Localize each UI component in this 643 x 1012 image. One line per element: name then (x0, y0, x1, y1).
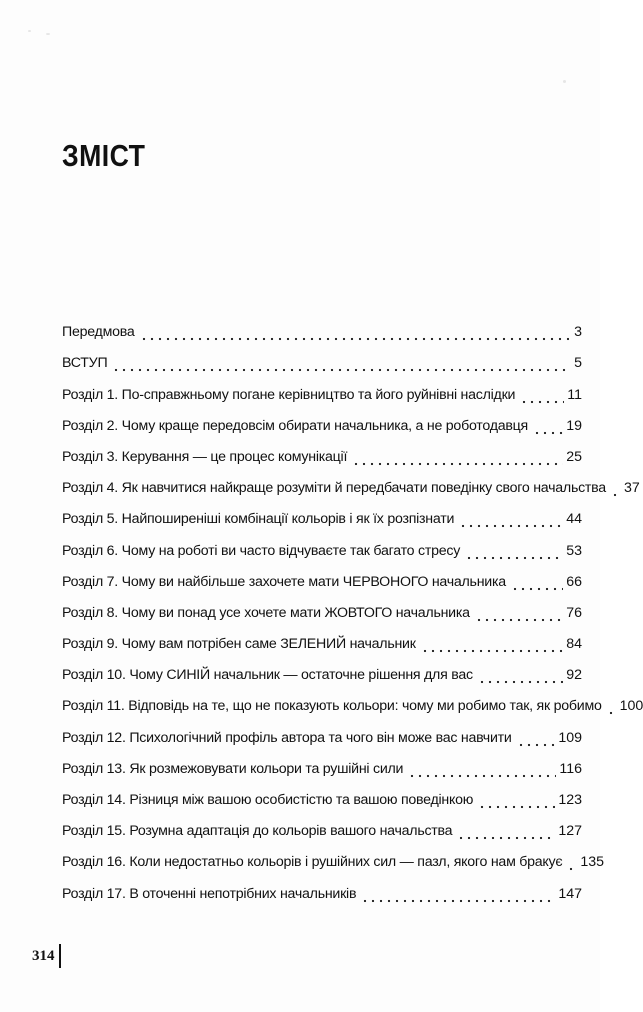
toc-entry-title: Розділ 16. Коли недостатньо кольорів і рушійних сил — пазл, якого нам бракує (62, 854, 563, 871)
toc-dot-leader (607, 696, 617, 716)
toc-entry-page: 44 (566, 511, 582, 528)
toc-entry-page: 11 (567, 386, 582, 403)
toc-entry-title: Розділ 3. Керування — це процес комунікації (62, 448, 348, 465)
toc-entry (62, 623, 582, 654)
toc-entry-title: Розділ 7. Чому ви найбільше захочете мати ЧЕРВОНОГО начальника (62, 573, 506, 590)
toc-entry-page: 25 (566, 448, 582, 465)
toc-entry-title: Розділ 9. Чому вам потрібен саме ЗЕЛЕНИЙ начальник (62, 636, 416, 653)
toc-entry (62, 872, 582, 903)
toc-entry-page: 116 (559, 760, 582, 777)
toc-entry-title: Розділ 8. Чому ви понад усе хочете мати ЖОВТОГО начальника (62, 604, 470, 621)
toc-entry-title: Розділ 6. Чому на роботі ви часто відчуваєте так багато стресу (62, 542, 461, 559)
toc-entry-page: 127 (558, 823, 582, 840)
toc-dot-leader (361, 884, 555, 904)
toc-entry-title: Розділ 5. Найпоширеніші комбінації кольорів і як їх розпізнати (62, 511, 455, 528)
toc-dot-leader (465, 541, 563, 561)
toc-entry (62, 716, 582, 747)
toc-entry-page: 53 (566, 542, 582, 559)
toc-entry (62, 498, 582, 529)
toc-entry-title: Передмова (62, 324, 135, 341)
toc-entry-page: 84 (566, 636, 582, 653)
toc-entry-page: 3 (574, 324, 582, 341)
toc-entry-page: 100 (619, 698, 643, 715)
toc-entry-page: 109 (558, 729, 582, 746)
toc-entry-title: ВСТУП (62, 355, 108, 372)
toc-entry (62, 685, 643, 716)
toc-dot-leader (112, 353, 569, 373)
toc-entry-page: 19 (566, 417, 582, 434)
toc-entry-title: Розділ 12. Психологічний профіль автора та чого він може вас навчити (62, 729, 512, 746)
toc-entry-title: Розділ 13. Як розмежовувати кольори та рушійні сили (62, 760, 404, 777)
toc-entry (62, 467, 640, 498)
toc-entry (62, 311, 582, 342)
toc-entry (62, 748, 582, 779)
table-of-contents (62, 311, 643, 904)
page-title: ЗМІСТ (62, 138, 146, 173)
toc-dot-leader (517, 728, 556, 748)
toc-dot-leader (475, 603, 563, 623)
toc-dot-leader (533, 416, 563, 436)
toc-dot-leader (352, 447, 563, 467)
toc-dot-leader (408, 759, 556, 779)
toc-entry (62, 373, 582, 404)
toc-entry-title: Розділ 14. Різниця між вашою особистістю та вашою поведінкою (62, 792, 474, 808)
toc-entry-page: 123 (558, 792, 582, 808)
toc-entry-page: 66 (566, 573, 582, 590)
toc-dot-leader (457, 821, 555, 841)
toc-entry-title: Розділ 2. Чому краще передовсім обирати начальника, а не роботодавця (62, 417, 528, 434)
toc-entry (62, 561, 582, 592)
toc-entry (62, 592, 582, 623)
toc-entry-title: Розділ 10. Чому СИНІЙ начальник — остаточне рішення для вас (62, 667, 473, 684)
toc-entry-title: Розділ 4. Як навчитися найкраще розуміти й передбачати поведінку свого начальства (62, 480, 606, 497)
toc-entry-page: 5 (574, 355, 582, 372)
toc-entry (62, 342, 582, 373)
toc-dot-leader (421, 634, 564, 654)
paper-speck (28, 30, 31, 32)
toc-entry-page: 37 (623, 480, 640, 497)
toc-entry-page: 92 (566, 667, 582, 684)
toc-dot-leader (459, 509, 563, 529)
page-number: 314 (32, 944, 61, 968)
toc-entry (62, 436, 582, 467)
paper-speck (46, 33, 50, 35)
toc-entry (62, 654, 582, 685)
toc-dot-leader (611, 478, 621, 498)
toc-entry-title: Розділ 1. По-справжньому погане керівництво та його руйнівні наслідки (62, 386, 516, 403)
toc-entry (62, 779, 582, 810)
toc-dot-leader (511, 572, 563, 592)
toc-entry-page: 135 (580, 854, 605, 871)
toc-entry (62, 405, 582, 436)
toc-entry-title: Розділ 17. В оточенні непотрібних начальників (62, 885, 357, 902)
toc-dot-leader (140, 322, 570, 342)
toc-entry-title: Розділ 15. Розумна адаптація до кольорів вашого начальства (62, 823, 453, 840)
toc-entry (62, 810, 582, 841)
toc-entry (62, 529, 582, 560)
toc-dot-leader (567, 852, 577, 872)
toc-entry-page: 147 (558, 885, 582, 902)
toc-dot-leader (478, 665, 563, 685)
toc-entry (62, 841, 605, 872)
toc-dot-leader (520, 385, 564, 405)
toc-entry-page: 76 (566, 604, 582, 621)
paper-speck (563, 80, 566, 83)
toc-entry-title: Розділ 11. Відповідь на те, що не показують кольори: чому ми робимо так, як робимо (62, 698, 602, 715)
toc-dot-leader (478, 790, 555, 810)
